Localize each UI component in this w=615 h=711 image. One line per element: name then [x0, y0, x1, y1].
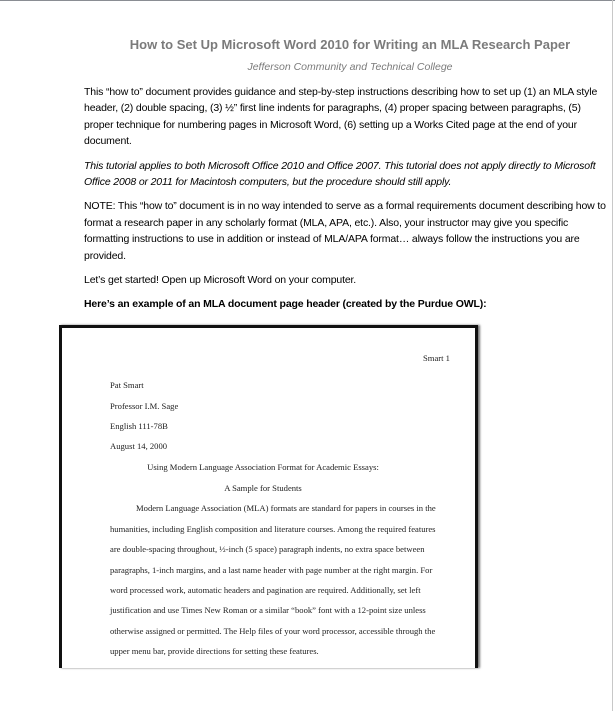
document-title: How to Set Up Microsoft Word 2010 for Writing an MLA Research Paper: [129, 37, 571, 52]
mla-sample-image: [59, 325, 478, 668]
sample-name: Pat Smart: [110, 379, 144, 390]
sample-body-line: upper menu bar, provide directions for setting these features.: [110, 645, 319, 656]
top-border: [0, 0, 615, 1]
sample-body-line: humanities, including English composition and literature courses. Among the required features: [110, 523, 436, 534]
sample-course: English 111-78B: [110, 420, 168, 431]
note-paragraph: NOTE: This “how to” document is in no way intended to serve as a formal requirements document describing how to format a research paper in any scholarly format (MLA, APA, etc.). Also, your instructor may give you specific formatting instructions to use in addition or instead of MLA/APA format… always follow the instructions you are provided.: [84, 200, 606, 262]
example-heading: Here’s an example of an MLA document page header (created by the Purdue OWL):: [84, 298, 487, 311]
sample-date: August 14, 2000: [110, 440, 168, 451]
sample-title-1: Using Modern Language Association Format for Academic Essays:: [147, 461, 379, 472]
page-edge: [612, 0, 613, 711]
start-paragraph: Let’s get started! Open up Microsoft Word on your computer.: [84, 274, 357, 287]
sample-professor: Professor I.M. Sage: [110, 400, 179, 411]
sample-body-line: otherwise assigned or permitted. The Help files of your word processor, accessible through the: [110, 625, 436, 636]
sample-body-line: are double-spacing throughout, ½-inch (5 space) paragraph indents, no extra space between: [110, 543, 425, 554]
intro-paragraph: This “how to” document provides guidance and step-by-step instructions describing how to set up (1) an MLA style header, (2) double spacing, (3) ½” first line indents for paragraphs, (4) proper spacing between paragraphs, (5) proper technique for numbering pages in Microsoft Word, (6) setting up a Works Cited page at the end of your document.: [84, 86, 598, 148]
sample-body-line: paragraphs, 1-inch margins, and a last name header with page number at the right margin. For: [110, 564, 433, 575]
document-subtitle: Jefferson Community and Technical College: [247, 61, 453, 73]
sample-title-2: A Sample for Students: [224, 482, 302, 493]
document-body: [0, 37, 612, 668]
sample-body-line: justification and use Times New Roman or a similar “book” font with a 12-point size unless: [110, 604, 426, 615]
sample-page-header: Smart 1: [423, 352, 450, 363]
sample-body-line: Modern Language Association (MLA) formats are standard for papers in courses in the: [136, 502, 436, 513]
sample-body-line: word processed work, automatic headers and pagination are required. Additionally, set left: [110, 584, 421, 595]
applies-paragraph: This tutorial applies to both Microsoft Office 2010 and Office 2007. This tutorial does not apply directly to Microsoft Office 2008 or 2011 for Macintosh computers, but the procedure should still apply.: [84, 159, 596, 189]
